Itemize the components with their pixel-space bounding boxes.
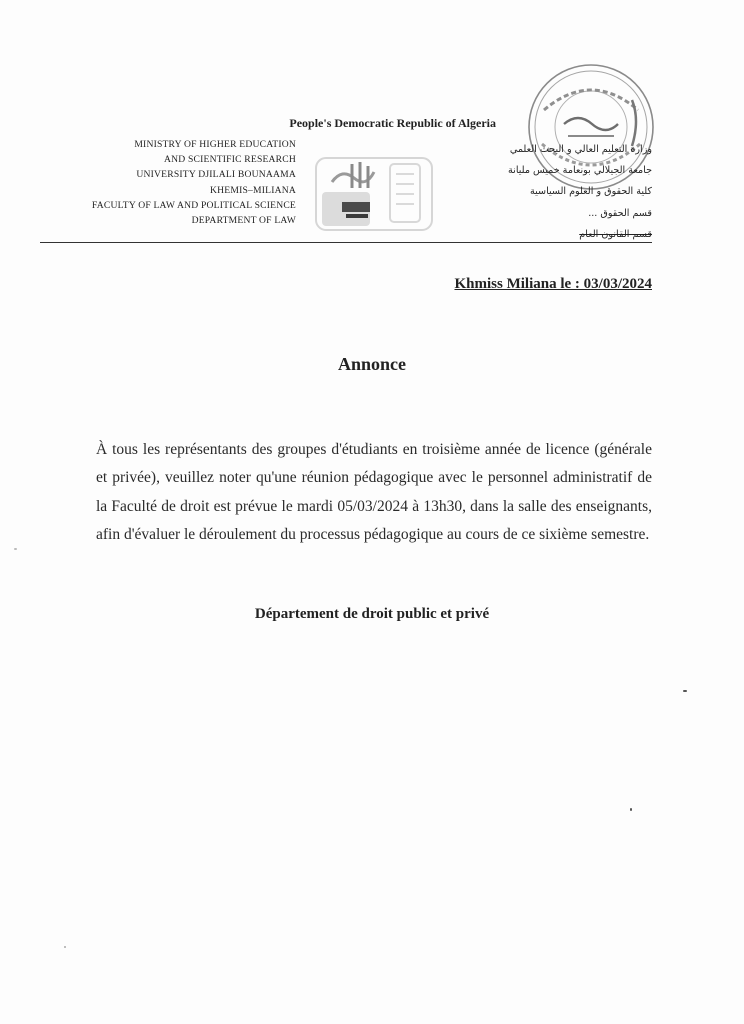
university-line-arabic: جامعة الجيلالي بونعامة خميس مليانة	[508, 165, 652, 177]
country-name: People's Democratic Republic of Algeria	[289, 116, 496, 130]
city-line: KHEMIS–MILIANA	[210, 184, 296, 196]
institution-header-french	[0, 137, 296, 228]
ministry-line-2: AND SCIENTIFIC RESEARCH	[164, 154, 296, 166]
department-line: DEPARTMENT OF LAW	[191, 215, 296, 227]
university-line: UNIVERSITY DJILALI BOUNAAMA	[136, 169, 296, 181]
ministry-line-arabic: وزارة التعليم العالي و البحث العلمي	[509, 144, 652, 155]
scan-speck	[683, 690, 687, 692]
institution-header-arabic	[412, 139, 652, 245]
announcement-body: À tous les représentants des groupes d'étudiants en troisième année de licence (générale et privée), veuillez noter qu'une réunion pédagogique avec le personnel administratif de la Faculté de droit est prévue le mardi 05/03/2024 à 13h30, dans la salle des enseignants, afin d'évaluer le déroulement du processus pédagogique au cours de ce sixième semestre.	[96, 441, 652, 544]
date-line: Khmiss Miliana le : 03/03/2024	[454, 276, 652, 292]
header-divider	[40, 242, 652, 243]
signature-department: Département de droit public et privé	[254, 606, 490, 622]
ministry-line: MINISTRY OF HIGHER EDUCATION	[134, 139, 296, 150]
department-line-arabic: قسم الحقوق ...	[588, 207, 652, 219]
scan-speck	[64, 946, 66, 948]
announcement-title: Annonce	[337, 354, 406, 374]
section-line-arabic: قسم القانون العام	[579, 228, 652, 240]
faculty-line-arabic: كلية الحقوق و العلوم السياسية	[530, 186, 652, 198]
scan-speck	[14, 548, 17, 550]
scan-speck	[630, 808, 632, 811]
faculty-line: FACULTY OF LAW AND POLITICAL SCIENCE	[91, 199, 296, 211]
